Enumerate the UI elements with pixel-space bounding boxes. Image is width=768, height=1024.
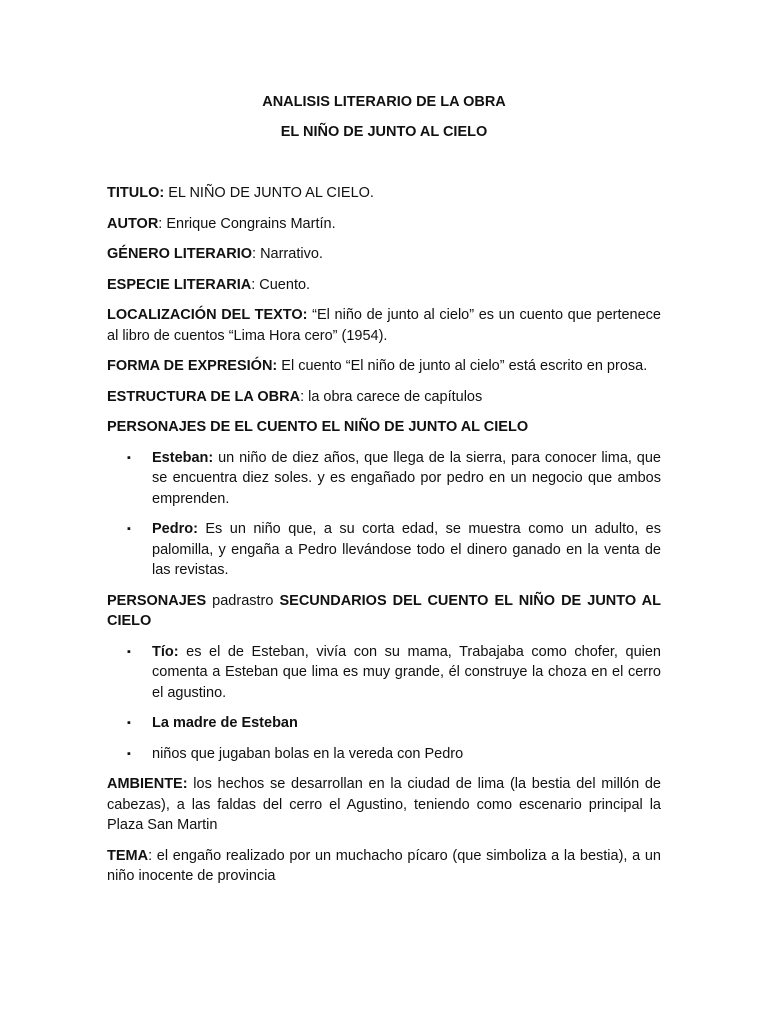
character-name: Tío: [152, 643, 179, 660]
bullet-icon: ▪ [127, 747, 131, 760]
character-desc: un niño de diez años, que llega de la sierra, para conocer lima, que se encuentra diez soles. y es engañado por pedro en un negocio que ambos emprenden. [152, 449, 661, 507]
tema-label: TEMA [107, 847, 149, 864]
autor-line [107, 214, 661, 235]
titulo-value: EL NIÑO DE JUNTO AL CIELO. [164, 185, 374, 201]
document-title: ANALISIS LITERARIO DE LA OBRA [262, 94, 506, 110]
localizacion-label: LOCALIZACIÓN DEL TEXTO: [107, 307, 308, 323]
forma-paragraph [107, 356, 661, 377]
secundarios-heading [107, 591, 661, 632]
autor-value: : Enrique Congrains Martín. [158, 215, 336, 232]
forma-label: FORMA DE EXPRESIÓN: [107, 358, 278, 374]
list-item [107, 448, 661, 510]
genero-value: : Narrativo. [252, 246, 323, 262]
forma-value: El cuento “El niño de junto al cielo” está escrito en prosa. [277, 358, 648, 374]
genero-line [107, 244, 661, 265]
especie-label: ESPECIE LITERARIA [107, 276, 252, 293]
bullet-icon: ▪ [127, 645, 131, 658]
principales-list [107, 448, 661, 581]
document-body [107, 183, 661, 897]
character-desc: es el de Esteban, vivía con su mama, Trabajaba como chofer, quien comenta a Esteban que lima es muy grande, él construye la choza en el cerro el agustino. [152, 643, 661, 701]
titulo-label: TITULO: [107, 185, 165, 201]
estructura-line [107, 387, 661, 408]
tema-value: : el engaño realizado por un muchacho pícaro (que simboliza a la bestia), a un niño inocente de provincia [107, 847, 661, 884]
list-item [107, 642, 661, 704]
document-subtitle: EL NIÑO DE JUNTO AL CIELO [280, 124, 488, 140]
tema-paragraph [107, 846, 661, 887]
ambiente-label: AMBIENTE: [107, 776, 188, 792]
secundarios-list [107, 642, 661, 765]
estructura-value: : la obra carece de capítulos [300, 388, 483, 405]
genero-label: GÉNERO LITERARIO [107, 246, 253, 262]
secundarios-heading-part1: PERSONAJES [107, 592, 207, 609]
character-name: La madre de Esteban [152, 715, 298, 731]
character-desc: niños que jugaban bolas en la vereda con Pedro [152, 745, 464, 762]
bullet-icon: ▪ [127, 717, 131, 729]
character-name: Esteban: [152, 449, 214, 466]
bullet-icon: ▪ [127, 451, 131, 464]
list-item [107, 744, 661, 765]
autor-label: AUTOR [107, 215, 159, 232]
character-name: Pedro: [152, 521, 198, 537]
personajes-heading-text: PERSONAJES DE EL CUENTO EL NIÑO DE JUNTO AL CIELO [107, 419, 529, 435]
especie-line [107, 275, 661, 296]
localizacion-paragraph [107, 305, 661, 346]
bullet-icon: ▪ [127, 523, 131, 535]
ambiente-paragraph [107, 774, 661, 836]
titulo-line [107, 183, 661, 204]
localizacion-value: “El niño de junto al cielo” es un cuento que pertenece al libro de cuentos “Lima Hora cero” (1954). [107, 307, 661, 344]
secundarios-heading-middle: padrastro [206, 592, 280, 609]
especie-value: : Cuento. [251, 276, 311, 293]
secundarios-heading-part2: SECUNDARIOS DEL CUENTO EL NIÑO DE JUNTO AL CIELO [107, 592, 661, 629]
list-item [107, 713, 661, 734]
estructura-label: ESTRUCTURA DE LA OBRA [107, 388, 301, 405]
personajes-heading [107, 417, 661, 438]
list-item [107, 519, 661, 581]
character-desc: Es un niño que, a su corta edad, se muestra como un adulto, es palomilla, y engaña a Pedro llevándose todo el dinero ganado en la venta de las revistas. [152, 521, 661, 578]
ambiente-value: los hechos se desarrollan en la ciudad de lima (la bestia del millón de cabezas), a las faldas del cerro el Agustino, teniendo como escenario principal la Plaza San Martin [107, 776, 661, 833]
